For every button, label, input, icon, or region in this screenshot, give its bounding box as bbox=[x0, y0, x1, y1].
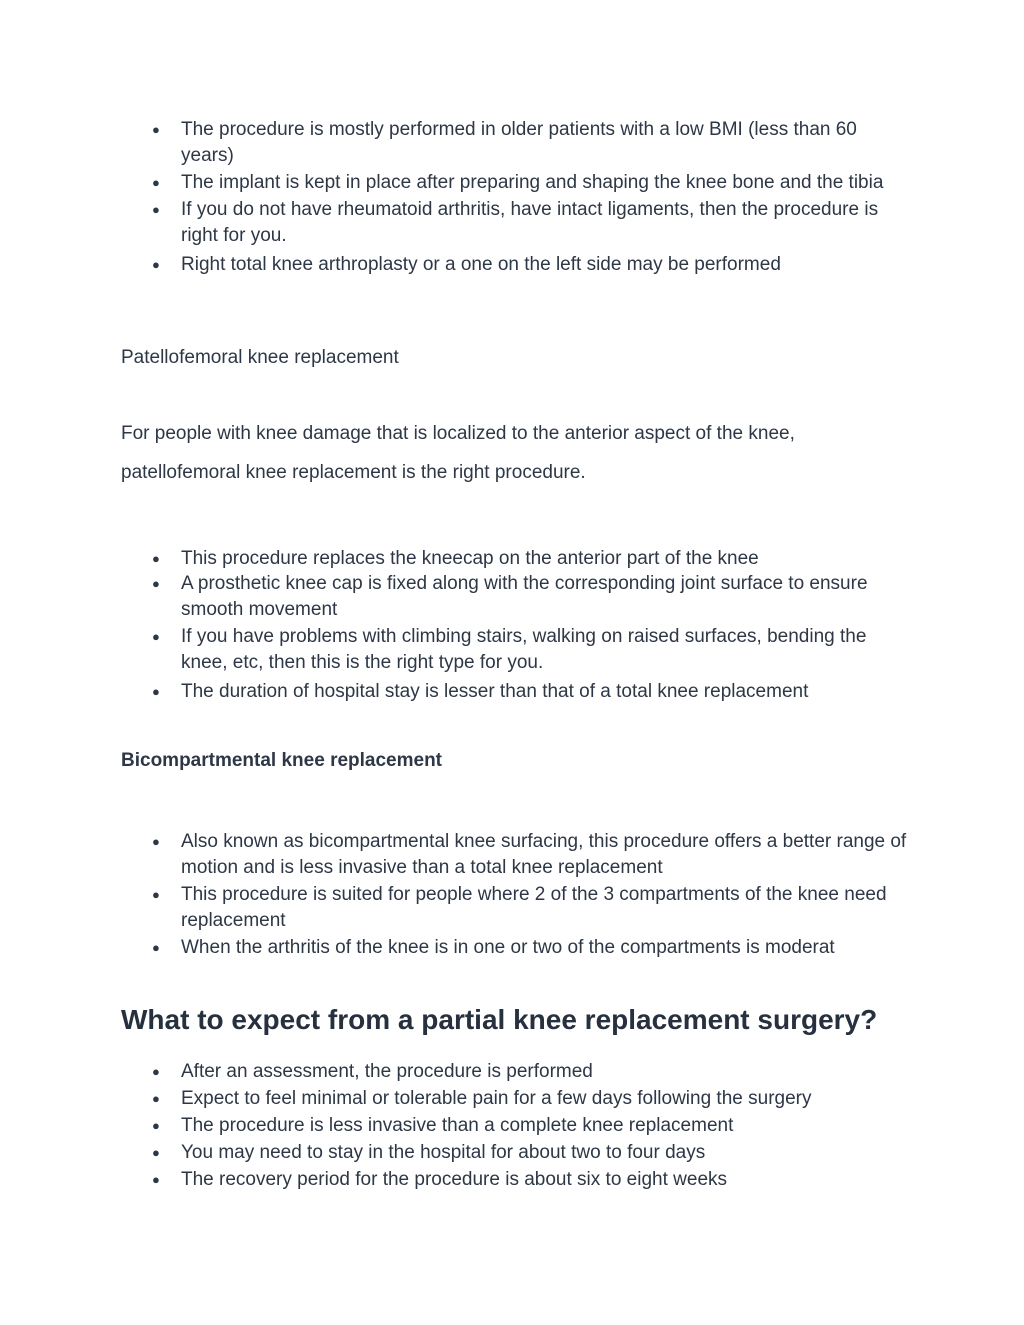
list-item: ● Expect to feel minimal or tolerable pain for a few days following the surgery bbox=[121, 1086, 911, 1112]
patellofemoral-heading: Patellofemoral knee replacement bbox=[121, 347, 399, 368]
expect-bullet-list bbox=[121, 1059, 911, 1194]
list-item: ● When the arthritis of the knee is in one or two of the compartments is moderat bbox=[121, 935, 911, 961]
list-item: ● The implant is kept in place after preparing and shaping the knee bone and the tibia bbox=[121, 170, 911, 196]
list-item: ● After an assessment, the procedure is performed bbox=[121, 1059, 911, 1085]
list-item: ● A prosthetic knee cap is fixed along with the corresponding joint surface to ensure smooth movement bbox=[121, 571, 911, 623]
bicompartmental-heading: Bicompartmental knee replacement bbox=[121, 750, 443, 771]
list-item: ● You may need to stay in the hospital for about two to four days bbox=[121, 1140, 911, 1166]
list-item: ● Also known as bicompartmental knee surfacing, this procedure offers a better range of motion and is less invasive than a total knee replacement bbox=[121, 829, 911, 881]
patellofemoral-paragraph-line-1: For people with knee damage that is localized to the anterior aspect of the knee, bbox=[121, 423, 795, 444]
expect-section-heading: What to expect from a partial knee replacement surgery? bbox=[121, 1004, 878, 1035]
bicompartmental-bullet-list bbox=[121, 829, 911, 962]
patellofemoral-bullet-list bbox=[121, 546, 911, 706]
list-item: ● This procedure replaces the kneecap on the anterior part of the knee bbox=[121, 546, 911, 572]
list-item: ● This procedure is suited for people where 2 of the 3 compartments of the knee need replacement bbox=[121, 882, 911, 934]
list-item: ● The duration of hospital stay is lesser than that of a total knee replacement bbox=[121, 679, 911, 705]
list-item: ● The recovery period for the procedure is about six to eight weeks bbox=[121, 1167, 911, 1193]
unicompartmental-bullet-list bbox=[121, 117, 911, 279]
list-item: ● The procedure is mostly performed in older patients with a low BMI (less than 60 years) bbox=[121, 117, 911, 169]
patellofemoral-paragraph-line-2: patellofemoral knee replacement is the right procedure. bbox=[121, 462, 586, 483]
list-item: ● If you do not have rheumatoid arthritis, have intact ligaments, then the procedure is right for you. bbox=[121, 197, 911, 249]
list-item: ● If you have problems with climbing stairs, walking on raised surfaces, bending the knee, etc, then this is the right type for you. bbox=[121, 624, 911, 676]
list-item: ● Right total knee arthroplasty or a one on the left side may be performed bbox=[121, 252, 911, 278]
list-item: ● The procedure is less invasive than a complete knee replacement bbox=[121, 1113, 911, 1139]
